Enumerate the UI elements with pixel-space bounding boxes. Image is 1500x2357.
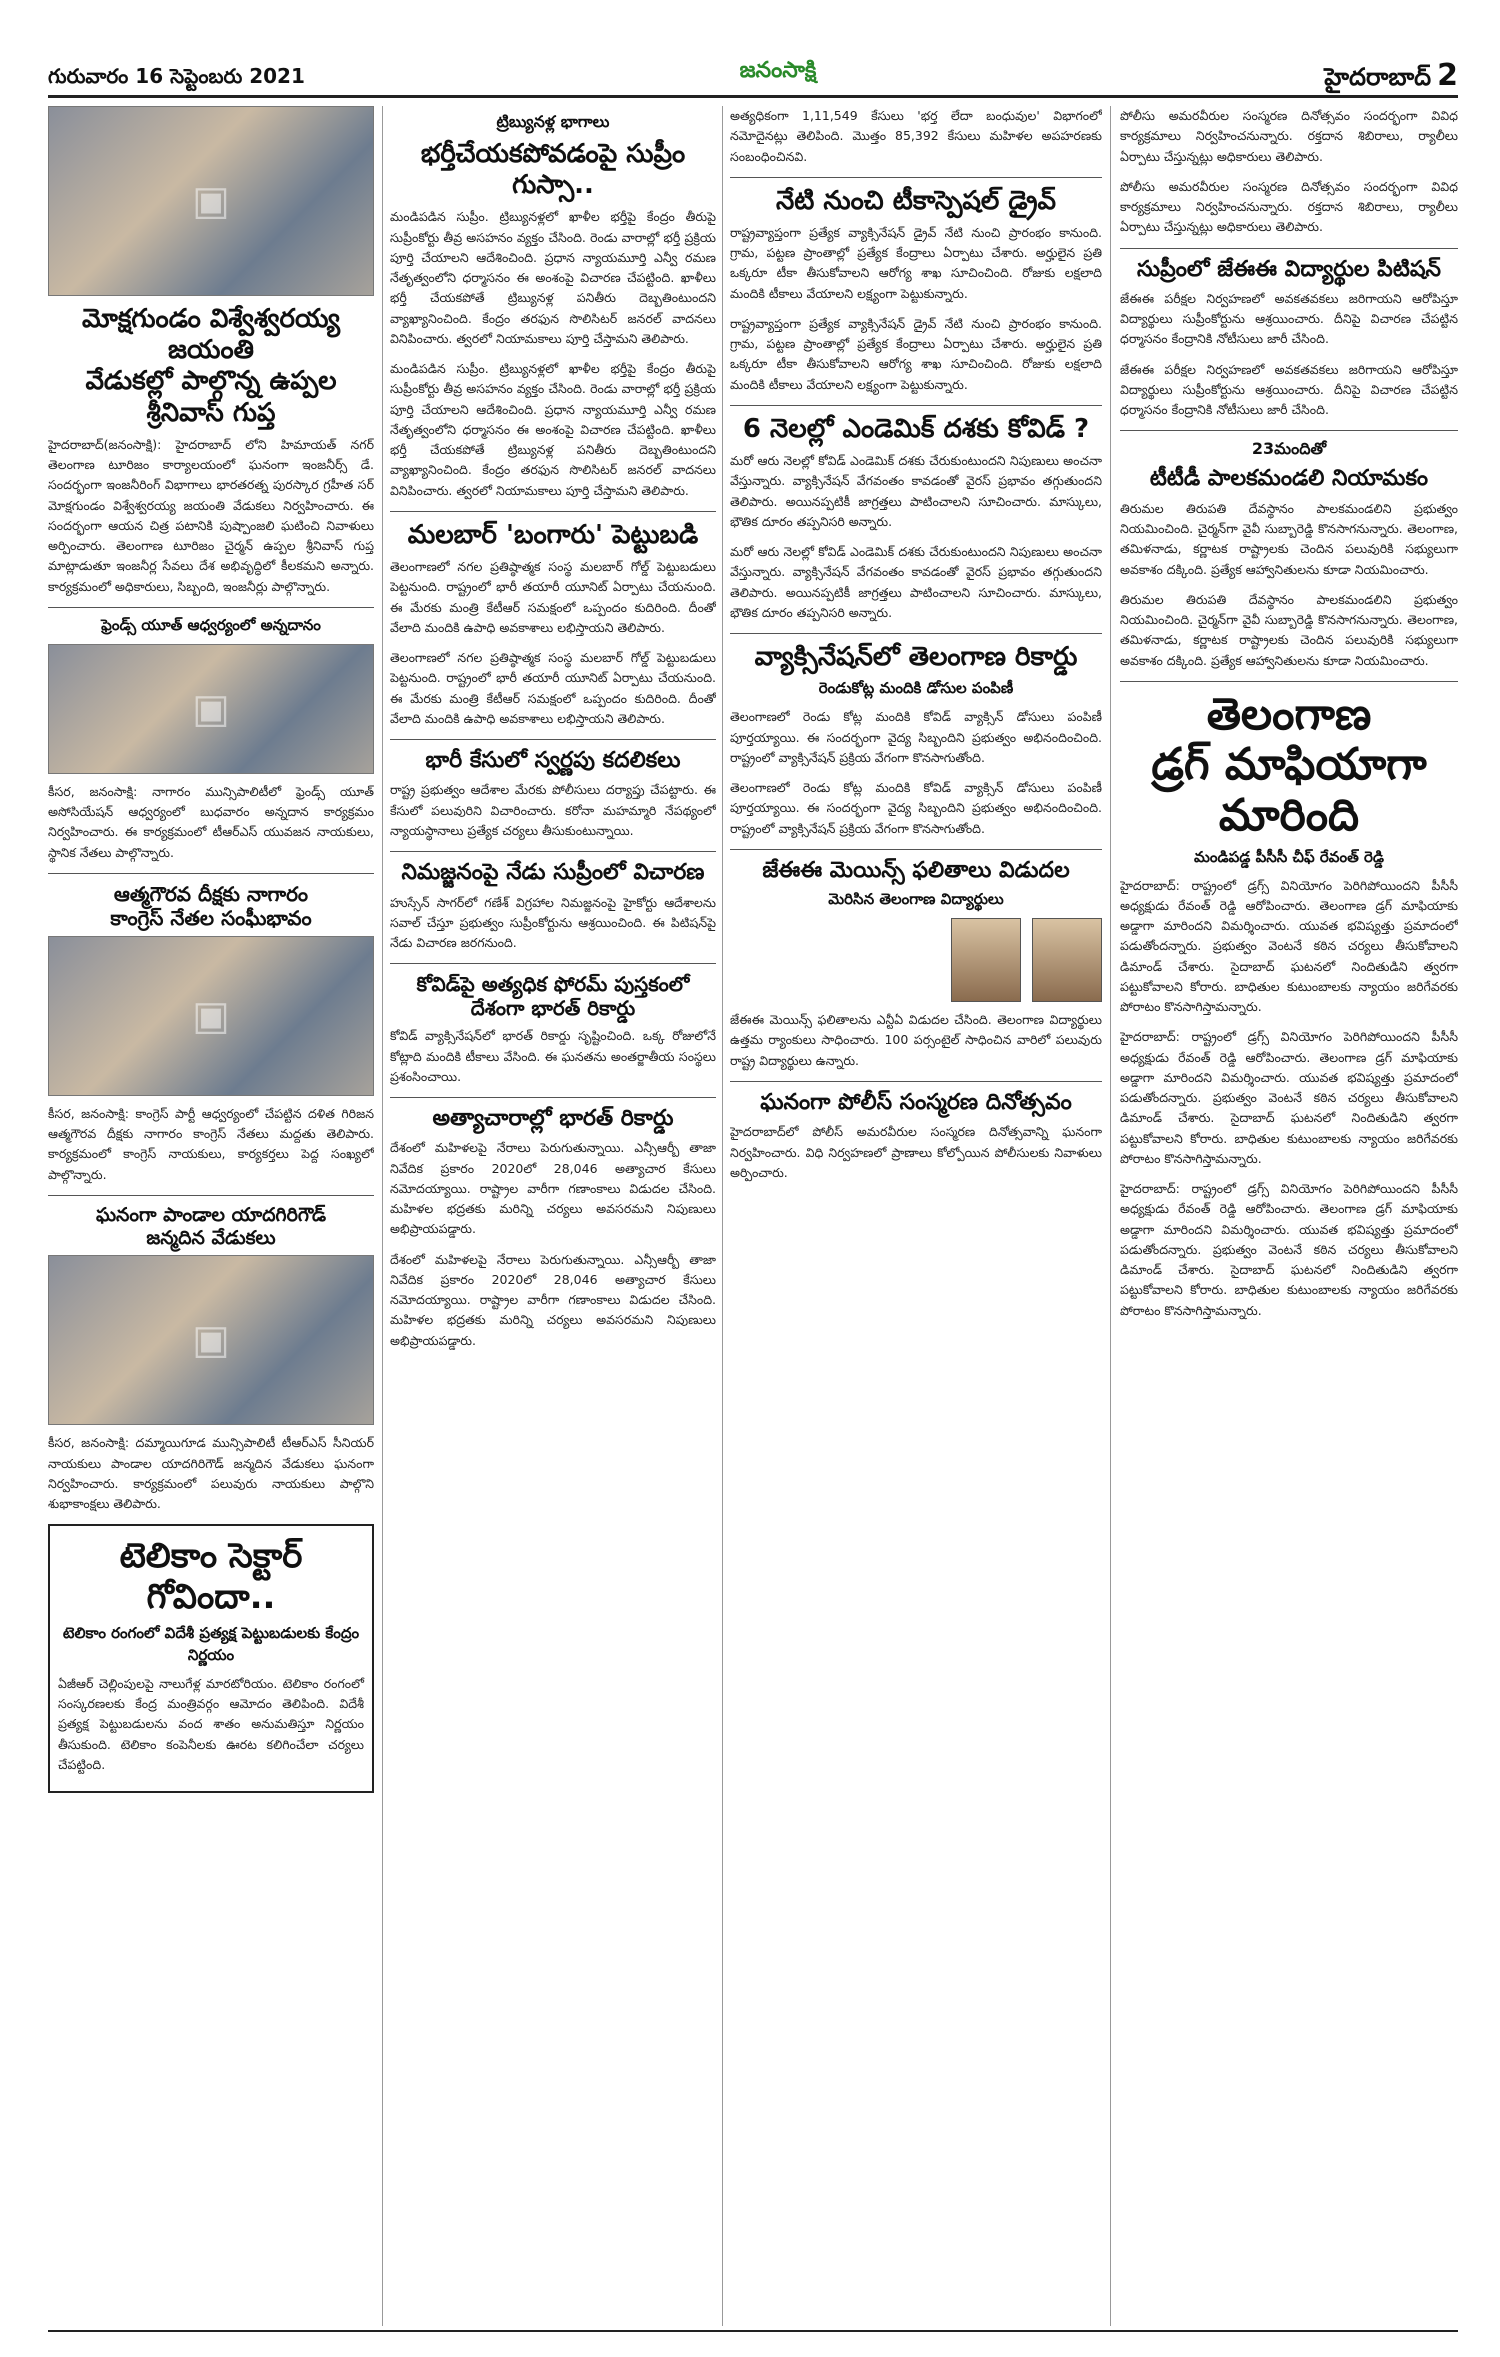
article-body: పోలీసు అమరవీరుల సంస్మరణ దినోత్సవం సందర్భంగా వివిధ కార్యక్రమాలు నిర్వహించనున్నారు. రక్తదాన శిబిరాలు, ర్యాలీలు ఏర్పాటు చేస్తున్నట్లు అధికారులు తెలిపారు. [1120,178,1458,235]
article-body: తెలంగాణలో రెండు కోట్ల మందికి కోవిడ్ వ్యాక్సిన్ డోసులు పంపిణీ పూర్తయ్యాయి. ఈ సందర్భంగా వైద్య సిబ్బందిని ప్రభుత్వం అభినందించింది. రాష్ట్రంలో వ్యాక్సినేషన్ ప్రక్రియ వేగంగా కొనసాగుతోంది. [730,780,1102,836]
column-divider [382,106,383,2326]
column-divider [1110,106,1111,2326]
article-body: హైదరాబాద్(జనంసాక్షి): హైదరాబాద్ లోని హిమాయత్ నగర్ తెలంగాణ టూరిజం కార్యాలయంలో ఘనంగా ఇంజనీర్స్ డే. సందర్భంగా ఇంజనీరింగ్ విభాగాలు భారతరత్న పురస్కార గ్రహీత సర్ మోక్షగుండం విశ్వేశ్వరయ్య జయంతి వేడుకలు నిర్వహించారు. ఈ సందర్భంగా ఆయన చిత్ర పటానికి పుష్పాంజలి ఘటించి నివాళులు అర్పించారు. తెలంగాణ టూరిజం చైర్మన్ ఉప్పల శ్రీనివాస్ గుప్త మాట్లాడుతూ ఇంజనీర్ల సేవలు దేశ అభివృద్ధిలో కీలకమని అన్నారు. కార్యక్రమంలో అధికారులు, సిబ్బంది, ఇంజనీర్లు పాల్గొన్నారు. [48,436,374,594]
column-3 [730,106,1102,2326]
article-body: హుస్సేన్ సాగర్‌లో గణేశ్ విగ్రహాల నిమజ్జనంపై హైకోర్టు ఆదేశాలను సవాల్ చేస్తూ ప్రభుత్వం సుప్రీంకోర్టును ఆశ్రయించింది. ఈ పిటిషన్‌పై నేడు విచారణ జరగనుంది. [390,894,716,951]
article-body: హైదరాబాద్‌లో పోలీస్ అమరవీరుల సంస్మరణ దినోత్సవాన్ని ఘనంగా నిర్వహించారు. విధి నిర్వహణలో ప్రాణాలు కోల్పోయిన పోలీసులకు నివాళులు అర్పించారు. [730,1124,1102,1180]
article-headline: టెలికాం సెక్టార్ గోవిందా.. [119,1536,303,1618]
column-2 [390,106,716,2326]
article-headline: మోక్షగుండం విశ్వేశ్వరయ్య జయంతి వేడుకల్లో పాల్గొన్న ఉప్పల శ్రీనివాస్ గుప్త [81,304,341,428]
article-headline: టీటీడీ పాలకమండలి నియామకం [1149,466,1429,492]
article-body: తిరుమల తిరుపతి దేవస్థానం పాలకమండలిని ప్రభుత్వం నియమించింది. చైర్మన్‌గా వైవీ సుబ్బారెడ్డి కొనసాగనున్నారు. తెలంగాణ, తమిళనాడు, కర్ణాటక రాష్ట్రాలకు చెందిన పలువురికి సభ్యులుగా అవకాశం దక్కింది. ప్రత్యేక ఆహ్వానితులను కూడా నియమించారు. [1120,500,1458,577]
column-1 [48,106,374,2326]
page-footer-rule [48,2330,1458,2332]
article-photo: ▣ [48,644,374,774]
edition-label [1324,58,1458,97]
article-body: మండిపడిన సుప్రీం. ట్రిబ్యునళ్లలో ఖాళీల భర్తీపై కేంద్రం తీరుపై సుప్రీంకోర్టు తీవ్ర అసహనం వ్యక్తం చేసింది. రెండు వారాల్లో భర్తీ ప్రక్రియ పూర్తి చేయాలని ఆదేశించింది. ప్రధాన న్యాయమూర్తి ఎన్వీ రమణ నేతృత్వంలోని ధర్మాసనం ఈ అంశంపై విచారణ చేపట్టింది. ఖాళీలు భర్తీ చేయకపోతే ట్రిబ్యునళ్ల పనితీరు దెబ్బతింటుందని వ్యాఖ్యానించింది. కేంద్రం తరఫున సొలిసిటర్ జనరల్ వాదనలు వినిపించారు. త్వరలో నియామకాలు పూర్తి చేస్తామని తెలిపారు. [390,361,716,498]
article-body: తెలంగాణలో నగల ప్రతిష్ఠాత్మక సంస్థ మలబార్ గోల్డ్ పెట్టుబడులు పెట్టనుంది. రాష్ట్రంలో భారీ తయారీ యూనిట్ ఏర్పాటు చేయనుంది. ఈ మేరకు మంత్రి కేటీఆర్ సమక్షంలో ఒప్పందం కుదిరింది. దీంతో వేలాది మందికి ఉపాధి అవకాశాలు లభిస్తాయని తెలిపారు. [390,650,716,726]
article-box [48,1524,374,1793]
article-body: పోలీసు అమరవీరుల సంస్మరణ దినోత్సవం సందర్భంగా వివిధ కార్యక్రమాలు నిర్వహించనున్నారు. రక్తదాన శిబిరాలు, ర్యాలీలు ఏర్పాటు చేస్తున్నట్లు అధికారులు తెలిపారు. [1120,108,1458,164]
article-photo: ▣ [48,106,374,296]
article-body: హైదరాబాద్: రాష్ట్రంలో డ్రగ్స్ వినియోగం పెరిగిపోయిందని పీసీసీ అధ్యక్షుడు రేవంత్ రెడ్డి ఆరోపించారు. తెలంగాణ డ్రగ్ మాఫియాకు అడ్డాగా మారిందని విమర్శించారు. యువత భవిష్యత్తు ప్రమాదంలో పడుతోందన్నారు. ప్రభుత్వం వెంటనే కఠిన చర్యలు తీసుకోవాలని డిమాండ్ చేశారు. సైదాబాద్ ఘటనలో నిందితుడిని త్వరగా పట్టుకోవాలని కోరారు. బాధితుల కుటుంబాలకు న్యాయం జరిగేవరకు పోరాటం కొనసాగిస్తామన్నారు. [1120,877,1458,1015]
article-body: రాష్ట్రవ్యాప్తంగా ప్రత్యేక వ్యాక్సినేషన్ డ్రైవ్ నేటి నుంచి ప్రారంభం కానుంది. గ్రామ, పట్టణ ప్రాంతాల్లో ప్రత్యేక కేంద్రాలు ఏర్పాటు చేశారు. అర్హులైన ప్రతి ఒక్కరూ టీకా తీసుకోవాలని ఆరోగ్య శాఖ సూచించింది. రోజుకు లక్షలాది మందికి టీకాలు వేయాలని లక్ష్యంగా పెట్టుకున్నారు. [730,224,1102,301]
article-photo: ▣ [48,1255,374,1425]
article-headline: ఘనంగా పాండాల యాదగిరిగౌడ్ జన్మదిన వేడుకలు [95,1203,327,1249]
article-body: కీసర, జనంసాక్షి: దమ్మాయిగూడ మున్సిపాలిటీ టీఆర్ఎస్ సీనియర్ నాయకులు పాండాల యాదగిరిగౌడ్ జన్మదిన వేడుకలు ఘనంగా నిర్వహించారు. కార్యక్రమంలో పలువురు నాయకులు పాల్గొని శుభాకాంక్షలు తెలిపారు. [48,1435,374,1512]
article-headline: ఫ్రెండ్స్ యూత్ ఆధ్వర్యంలో అన్నదానం [101,615,321,634]
masthead-logo: జనంసాక్షి [739,58,817,83]
student-photo [951,918,1021,1002]
article-body: జేఈఈ మెయిన్స్ ఫలితాలను ఎన్టీఏ విడుదల చేసింది. తెలంగాణ విద్యార్థులు ఉత్తమ ర్యాంకులు సాధించారు. 100 పర్సంటైల్ సాధించిన వారిలో పలువురు రాష్ట్ర విద్యార్థులు ఉన్నారు. [730,1012,1102,1068]
article-body: దేశంలో మహిళలపై నేరాలు పెరుగుతున్నాయి. ఎన్సీఆర్బీ తాజా నివేదిక ప్రకారం 2020లో 28,046 అత్యాచార కేసులు నమోదయ్యాయి. రాష్ట్రాల వారీగా గణాంకాలు విడుదల చేసింది. మహిళల భద్రతకు మరిన్ని చర్యలు అవసరమని నిపుణులు అభిప్రాయపడ్డారు. [390,1251,716,1348]
article-subheadline: రెండుకోట్ల మందికి డోసుల పంపిణీ [818,679,1014,698]
article-body: మరో ఆరు నెలల్లో కోవిడ్ ఎండెమిక్ దశకు చేరుకుంటుందని నిపుణులు అంచనా వేస్తున్నారు. వ్యాక్సినేషన్ వేగవంతం కావడంతో వైరస్ ప్రభావం తగ్గుతుందని తెలిపారు. అయినప్పటికీ జాగ్రత్తలు పాటించాలని సూచించారు. మాస్కులు, భౌతిక దూరం తప్పనిసరి అన్నారు. [730,544,1102,620]
page-number: 2 [1437,58,1458,93]
article-photo: ▣ [48,936,374,1096]
article-body: అత్యధికంగా 1,11,549 కేసులు 'భర్త లేదా బంధువుల' విభాగంలో నమోదైనట్లు తెలిపింది. మొత్తం 85,392 కేసులు మహిళల అపహరణకు సంబంధించినవి. [730,108,1102,164]
article-body: ఏజీఆర్ చెల్లింపులపై నాలుగేళ్ల మారటోరియం. టెలికాం రంగంలో సంస్కరణలకు కేంద్ర మంత్రివర్గం ఆమోదం తెలిపింది. విదేశీ ప్రత్యక్ష పెట్టుబడులను వంద శాతం అనుమతిస్తూ నిర్ణయం తీసుకుంది. టెలికాం కంపెనీలకు ఊరట కలిగించేలా చర్యలు చేపట్టింది. [58,1675,364,1772]
column-4 [1120,106,1458,2326]
student-photo [1032,918,1102,1002]
article-body: మండిపడిన సుప్రీం. ట్రిబ్యునళ్లలో ఖాళీల భర్తీపై కేంద్రం తీరుపై సుప్రీంకోర్టు తీవ్ర అసహనం వ్యక్తం చేసింది. రెండు వారాల్లో భర్తీ ప్రక్రియ పూర్తి చేయాలని ఆదేశించింది. ప్రధాన న్యాయమూర్తి ఎన్వీ రమణ నేతృత్వంలోని ధర్మాసనం ఈ అంశంపై విచారణ చేపట్టింది. ఖాళీలు భర్తీ చేయకపోతే ట్రిబ్యునళ్ల పనితీరు దెబ్బతింటుందని వ్యాఖ్యానించింది. కేంద్రం తరఫున సొలిసిటర్ జనరల్ వాదనలు వినిపించారు. త్వరలో నియామకాలు పూర్తి చేస్తామని తెలిపారు. [390,209,716,346]
article-body: కోవిడ్ వ్యాక్సినేషన్‌లో భారత్ రికార్డు సృష్టించింది. ఒక్క రోజులోనే కోట్లాది మందికి టీకాలు వేసింది. ఈ ఘనతను అంతర్జాతీయ సంస్థలు ప్రశంసించాయి. [390,1028,716,1084]
article-subheadline: మండిపడ్డ పీసీసీ చీఫ్ రేవంత్ రెడ్డి [1194,847,1384,866]
article-body: తెలంగాణలో నగల ప్రతిష్ఠాత్మక సంస్థ మలబార్ గోల్డ్ పెట్టుబడులు పెట్టనుంది. రాష్ట్రంలో భారీ తయారీ యూనిట్ ఏర్పాటు చేయనుంది. ఈ మేరకు మంత్రి కేటీఆర్ సమక్షంలో ఒప్పందం కుదిరింది. దీంతో వేలాది మందికి ఉపాధి అవకాశాలు లభిస్తాయని తెలిపారు. [390,559,716,635]
article-body: రాష్ట్రవ్యాప్తంగా ప్రత్యేక వ్యాక్సినేషన్ డ్రైవ్ నేటి నుంచి ప్రారంభం కానుంది. గ్రామ, పట్టణ ప్రాంతాల్లో ప్రత్యేక కేంద్రాలు ఏర్పాటు చేశారు. అర్హులైన ప్రతి ఒక్కరూ టీకా తీసుకోవాలని ఆరోగ్య శాఖ సూచించింది. రోజుకు లక్షలాది మందికి టీకాలు వేయాలని లక్ష్యంగా పెట్టుకున్నారు. [730,315,1102,392]
article-headline: ఆత్మగౌరవ దీక్షకు నాగారం కాంగ్రెస్ నేతల సంఘీభావం [110,881,312,930]
column-divider [722,106,723,2326]
article-headline: 6 నెలల్లో ఎండెమిక్ దశకు కోవిడ్ ? [742,413,1090,444]
article-kicker: ట్రిబ్యునళ్ల భాగాలు [496,112,610,131]
article-kicker: 23మందితో [1251,439,1327,459]
article-headline: ఘనంగా పోలీస్ సంస్మరణ దినోత్సవం [760,1089,1072,1115]
article-headline: వ్యాక్సినేషన్‌లో తెలంగాణ రికార్డు [754,642,1078,673]
article-subheadline: టెలికాం రంగంలో విదేశీ ప్రత్యక్ష పెట్టుబడులకు కేంద్రం నిర్ణయం [62,1623,360,1664]
article-body: కీసర, జనంసాక్షి: నాగారం మున్సిపాలిటీలో ఫ్రెండ్స్ యూత్ అసోసియేషన్ ఆధ్వర్యంలో బుధవారం అన్నదాన కార్యక్రమం నిర్వహించారు. ఈ కార్యక్రమంలో టీఆర్ఎస్ యువజన నాయకులు, స్థానిక నేతలు పాల్గొన్నారు. [48,783,374,860]
article-body: జేఈఈ పరీక్షల నిర్వహణలో అవకతవకలు జరిగాయని ఆరోపిస్తూ విద్యార్థులు సుప్రీంకోర్టును ఆశ్రయించారు. దీనిపై విచారణ చేపట్టిన ధర్మాసనం కేంద్రానికి నోటీసులు జారీ చేసింది. [1120,361,1458,418]
article-headline: నిమజ్జనంపై నేడు సుప్రీంలో విచారణ [401,860,705,886]
article-body: హైదరాబాద్: రాష్ట్రంలో డ్రగ్స్ వినియోగం పెరిగిపోయిందని పీసీసీ అధ్యక్షుడు రేవంత్ రెడ్డి ఆరోపించారు. తెలంగాణ డ్రగ్ మాఫియాకు అడ్డాగా మారిందని విమర్శించారు. యువత భవిష్యత్తు ప్రమాదంలో పడుతోందన్నారు. ప్రభుత్వం వెంటనే కఠిన చర్యలు తీసుకోవాలని డిమాండ్ చేశారు. సైదాబాద్ ఘటనలో నిందితుడిని త్వరగా పట్టుకోవాలని కోరారు. బాధితుల కుటుంబాలకు న్యాయం జరిగేవరకు పోరాటం కొనసాగిస్తామన్నారు. [1120,1181,1458,1318]
page-header [48,58,1458,98]
article-body: తెలంగాణలో రెండు కోట్ల మందికి కోవిడ్ వ్యాక్సిన్ డోసులు పంపిణీ పూర్తయ్యాయి. ఈ సందర్భంగా వైద్య సిబ్బందిని ప్రభుత్వం అభినందించింది. రాష్ట్రంలో వ్యాక్సినేషన్ ప్రక్రియ వేగంగా కొనసాగుతోంది. [730,709,1102,765]
article-body: మరో ఆరు నెలల్లో కోవిడ్ ఎండెమిక్ దశకు చేరుకుంటుందని నిపుణులు అంచనా వేస్తున్నారు. వ్యాక్సినేషన్ వేగవంతం కావడంతో వైరస్ ప్రభావం తగ్గుతుందని తెలిపారు. అయినప్పటికీ జాగ్రత్తలు పాటించాలని సూచించారు. మాస్కులు, భౌతిక దూరం తప్పనిసరి అన్నారు. [730,453,1102,529]
article-body: కీసర, జనంసాక్షి: కాంగ్రెస్ పార్టీ ఆధ్వర్యంలో చేపట్టిన దళిత గిరిజన ఆత్మగౌరవ దీక్షకు నాగారం కాంగ్రెస్ నేతలు మద్దతు తెలిపారు. కార్యక్రమంలో కాంగ్రెస్ నాయకులు, కార్యకర్తలు పెద్ద సంఖ్యలో పాల్గొన్నారు. [48,1105,374,1182]
article-headline: అత్యాచారాల్లో భారత్ రికార్డు [432,1106,674,1132]
article-subheadline: మెరిసిన తెలంగాణ విద్యార్థులు [828,890,1004,909]
article-headline: నేటి నుంచి టీకాస్పెషల్ డ్రైవ్ [775,185,1057,216]
article-body: తిరుమల తిరుపతి దేవస్థానం పాలకమండలిని ప్రభుత్వం నియమించింది. చైర్మన్‌గా వైవీ సుబ్బారెడ్డి కొనసాగనున్నారు. తెలంగాణ, తమిళనాడు, కర్ణాటక రాష్ట్రాలకు చెందిన పలువురికి సభ్యులుగా అవకాశం దక్కింది. ప్రత్యేక ఆహ్వానితులను కూడా నియమించారు. [1120,591,1458,668]
article-headline: తెలంగాణ డ్రగ్ మాఫియాగా మారింది [1151,688,1427,841]
article-body: రాష్ట్ర ప్రభుత్వం ఆదేశాల మేరకు పోలీసులు దర్యాప్తు చేపట్టారు. ఈ కేసులో పలువురిని విచారించారు. కరోనా మహమ్మారి నేపథ్యంలో న్యాయస్థానాలు ప్రత్యేక చర్యలు తీసుకుంటున్నాయి. [390,782,716,838]
article-body: జేఈఈ పరీక్షల నిర్వహణలో అవకతవకలు జరిగాయని ఆరోపిస్తూ విద్యార్థులు సుప్రీంకోర్టును ఆశ్రయించారు. దీనిపై విచారణ చేపట్టిన ధర్మాసనం కేంద్రానికి నోటీసులు జారీ చేసింది. [1120,290,1458,347]
article-headline: భర్తీచేయకపోవడంపై సుప్రీం గుస్సా.. [420,139,686,201]
article-body: హైదరాబాద్: రాష్ట్రంలో డ్రగ్స్ వినియోగం పెరిగిపోయిందని పీసీసీ అధ్యక్షుడు రేవంత్ రెడ్డి ఆరోపించారు. తెలంగాణ డ్రగ్ మాఫియాకు అడ్డాగా మారిందని విమర్శించారు. యువత భవిష్యత్తు ప్రమాదంలో పడుతోందన్నారు. ప్రభుత్వం వెంటనే కఠిన చర్యలు తీసుకోవాలని డిమాండ్ చేశారు. సైదాబాద్ ఘటనలో నిందితుడిని త్వరగా పట్టుకోవాలని కోరారు. బాధితుల కుటుంబాలకు న్యాయం జరిగేవరకు పోరాటం కొనసాగిస్తామన్నారు. [1120,1029,1458,1166]
article-headline: భారీ కేసులో స్వర్ణపు కదలికలు [425,748,681,774]
article-body: దేశంలో మహిళలపై నేరాలు పెరుగుతున్నాయి. ఎన్సీఆర్బీ తాజా నివేదిక ప్రకారం 2020లో 28,046 అత్యాచార కేసులు నమోదయ్యాయి. రాష్ట్రాల వారీగా గణాంకాలు విడుదల చేసింది. మహిళల భద్రతకు మరిన్ని చర్యలు అవసరమని నిపుణులు అభిప్రాయపడ్డారు. [390,1140,716,1237]
city-name: హైదరాబాద్ [1324,63,1432,91]
article-headline: కోవిడ్‌పై అత్యధిక ఫోరమ్ పుస్తకంలో దేశంగా భారత్ రికార్డు [416,972,690,1021]
article-headline: సుప్రీంలో జేఈఈ విద్యార్థుల పిటిషన్ [1137,256,1441,282]
issue-date: గురువారం 16 సెప్టెంబరు 2021 [48,64,305,88]
article-headline: మలబార్ 'బంగారు' పెట్టుబడి [407,519,699,550]
article-headline: జేఈఈ మెయిన్స్ ఫలితాలు విడుదల [762,857,1070,883]
student-photos [730,918,1102,1006]
